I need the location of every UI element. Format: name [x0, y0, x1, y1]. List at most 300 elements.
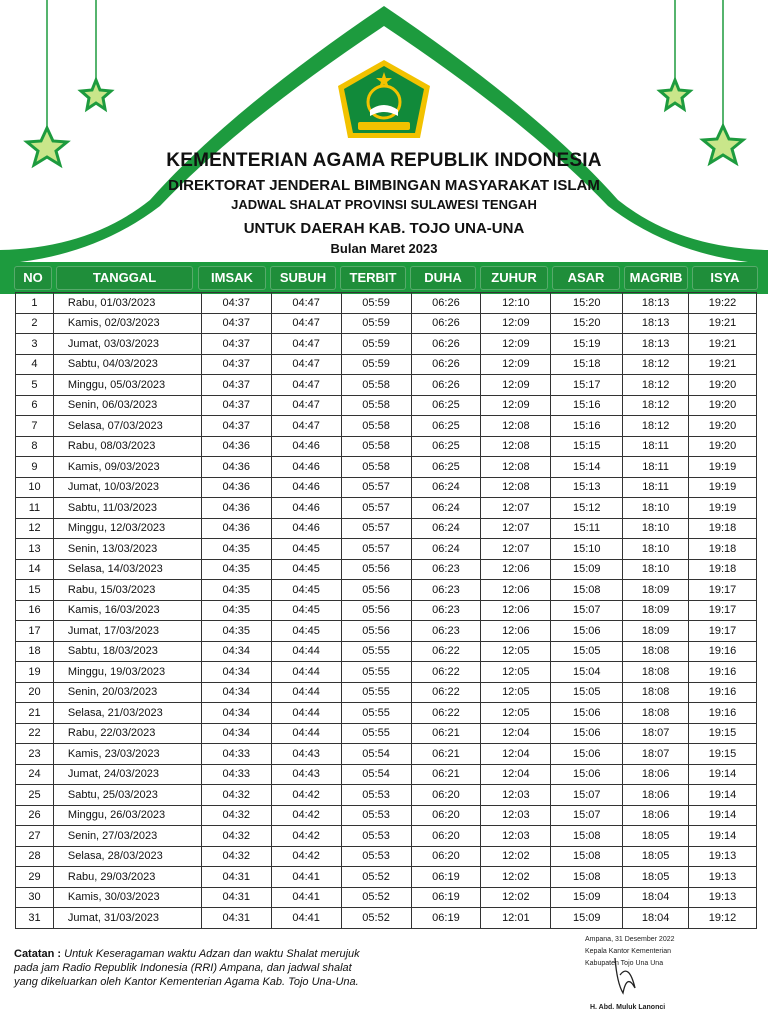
cell-zuhur: 12:07: [481, 518, 551, 539]
cell-isya: 19:20: [689, 416, 757, 437]
cell-imsak: 04:34: [201, 682, 271, 703]
cell-magrib: 18:07: [623, 744, 689, 765]
cell-isya: 19:16: [689, 703, 757, 724]
star-icon: [660, 80, 690, 109]
table-row: [16, 477, 757, 498]
cell-subuh: 04:47: [271, 416, 341, 437]
cell-tanggal: Sabtu, 25/03/2023: [53, 785, 201, 806]
signature-title-2: Kabupaten Tojo Una Una: [585, 960, 664, 967]
cell-terbit: 05:53: [341, 785, 411, 806]
cell-terbit: 05:57: [341, 477, 411, 498]
cell-subuh: 04:42: [271, 785, 341, 806]
cell-isya: 19:15: [689, 723, 757, 744]
cell-magrib: 18:08: [623, 682, 689, 703]
cell-no: 11: [16, 498, 54, 519]
cell-tanggal: Senin, 13/03/2023: [53, 539, 201, 560]
table-row: [16, 867, 757, 888]
cell-magrib: 18:13: [623, 313, 689, 334]
cell-subuh: 04:44: [271, 662, 341, 683]
cell-subuh: 04:43: [271, 764, 341, 785]
cell-zuhur: 12:10: [481, 293, 551, 314]
cell-isya: 19:19: [689, 477, 757, 498]
cell-zuhur: 12:04: [481, 744, 551, 765]
cell-imsak: 04:34: [201, 641, 271, 662]
cell-tanggal: Kamis, 30/03/2023: [53, 887, 201, 908]
cell-terbit: 05:59: [341, 354, 411, 375]
cell-tanggal: Selasa, 21/03/2023: [53, 703, 201, 724]
cell-isya: 19:21: [689, 313, 757, 334]
cell-zuhur: 12:02: [481, 867, 551, 888]
cell-terbit: 05:56: [341, 559, 411, 580]
cell-magrib: 18:10: [623, 518, 689, 539]
cell-imsak: 04:33: [201, 764, 271, 785]
cell-terbit: 05:56: [341, 621, 411, 642]
cell-terbit: 05:52: [341, 867, 411, 888]
cell-duha: 06:21: [411, 764, 481, 785]
column-header-subuh: SUBUH: [270, 266, 336, 290]
cell-no: 4: [16, 354, 54, 375]
column-header-imsak: IMSAK: [198, 266, 266, 290]
cell-no: 9: [16, 457, 54, 478]
table-row: [16, 416, 757, 437]
cell-subuh: 04:47: [271, 354, 341, 375]
cell-magrib: 18:12: [623, 354, 689, 375]
cell-imsak: 04:35: [201, 559, 271, 580]
cell-isya: 19:18: [689, 559, 757, 580]
cell-duha: 06:19: [411, 867, 481, 888]
cell-no: 15: [16, 580, 54, 601]
cell-zuhur: 12:06: [481, 600, 551, 621]
month-title: Bulan Maret 2023: [330, 241, 438, 256]
note: [14, 947, 374, 989]
table-row: [16, 498, 757, 519]
table-row: [16, 395, 757, 416]
cell-magrib: 18:06: [623, 785, 689, 806]
cell-tanggal: Sabtu, 18/03/2023: [53, 641, 201, 662]
region-title: UNTUK DAERAH KAB. TOJO UNA-UNA: [243, 220, 525, 237]
cell-isya: 19:16: [689, 682, 757, 703]
column-header-zuhur: ZUHUR: [480, 266, 548, 290]
cell-imsak: 04:32: [201, 826, 271, 847]
cell-tanggal: Jumat, 10/03/2023: [53, 477, 201, 498]
cell-magrib: 18:11: [623, 436, 689, 457]
cell-zuhur: 12:08: [481, 416, 551, 437]
cell-isya: 19:16: [689, 641, 757, 662]
cell-isya: 19:21: [689, 334, 757, 355]
cell-zuhur: 12:07: [481, 539, 551, 560]
cell-asar: 15:08: [551, 580, 623, 601]
cell-terbit: 05:53: [341, 805, 411, 826]
cell-tanggal: Senin, 27/03/2023: [53, 826, 201, 847]
cell-terbit: 05:54: [341, 744, 411, 765]
note-label: Catatan :: [14, 948, 62, 960]
cell-subuh: 04:43: [271, 744, 341, 765]
cell-no: 5: [16, 375, 54, 396]
cell-tanggal: Kamis, 23/03/2023: [53, 744, 201, 765]
cell-duha: 06:24: [411, 539, 481, 560]
table-row: [16, 293, 757, 314]
cell-asar: 15:11: [551, 518, 623, 539]
cell-duha: 06:20: [411, 846, 481, 867]
cell-imsak: 04:33: [201, 744, 271, 765]
cell-tanggal: Minggu, 26/03/2023: [53, 805, 201, 826]
cell-imsak: 04:37: [201, 395, 271, 416]
cell-isya: 19:19: [689, 498, 757, 519]
cell-tanggal: Sabtu, 11/03/2023: [53, 498, 201, 519]
cell-subuh: 04:47: [271, 313, 341, 334]
cell-no: 20: [16, 682, 54, 703]
cell-subuh: 04:45: [271, 600, 341, 621]
cell-imsak: 04:36: [201, 477, 271, 498]
cell-no: 25: [16, 785, 54, 806]
cell-duha: 06:23: [411, 580, 481, 601]
cell-zuhur: 12:04: [481, 764, 551, 785]
cell-zuhur: 12:06: [481, 621, 551, 642]
cell-isya: 19:13: [689, 846, 757, 867]
cell-asar: 15:20: [551, 313, 623, 334]
cell-magrib: 18:05: [623, 826, 689, 847]
cell-tanggal: Rabu, 01/03/2023: [53, 293, 201, 314]
table-row: [16, 641, 757, 662]
cell-zuhur: 12:07: [481, 498, 551, 519]
cell-asar: 15:06: [551, 744, 623, 765]
cell-terbit: 05:53: [341, 846, 411, 867]
signature-scribble-icon: [605, 953, 655, 998]
column-header-no: NO: [14, 266, 52, 290]
cell-imsak: 04:32: [201, 805, 271, 826]
cell-terbit: 05:55: [341, 662, 411, 683]
cell-magrib: 18:05: [623, 846, 689, 867]
cell-zuhur: 12:05: [481, 682, 551, 703]
document-header: [0, 150, 768, 256]
cell-subuh: 04:41: [271, 908, 341, 929]
cell-asar: 15:06: [551, 764, 623, 785]
cell-isya: 19:19: [689, 457, 757, 478]
cell-subuh: 04:45: [271, 539, 341, 560]
cell-tanggal: Minggu, 12/03/2023: [53, 518, 201, 539]
cell-no: 30: [16, 887, 54, 908]
cell-subuh: 04:42: [271, 826, 341, 847]
cell-imsak: 04:37: [201, 313, 271, 334]
cell-terbit: 05:59: [341, 313, 411, 334]
signature-place-date: Ampana, 31 Desember 2022: [585, 936, 675, 943]
cell-zuhur: 12:08: [481, 457, 551, 478]
cell-terbit: 05:57: [341, 539, 411, 560]
table-row: [16, 600, 757, 621]
cell-zuhur: 12:04: [481, 723, 551, 744]
star-icon: [81, 80, 111, 109]
cell-terbit: 05:58: [341, 395, 411, 416]
table-row: [16, 313, 757, 334]
cell-duha: 06:23: [411, 559, 481, 580]
cell-magrib: 18:12: [623, 395, 689, 416]
cell-subuh: 04:46: [271, 436, 341, 457]
cell-zuhur: 12:06: [481, 580, 551, 601]
cell-terbit: 05:55: [341, 703, 411, 724]
cell-duha: 06:26: [411, 354, 481, 375]
cell-subuh: 04:42: [271, 805, 341, 826]
cell-zuhur: 12:01: [481, 908, 551, 929]
cell-magrib: 18:05: [623, 867, 689, 888]
column-header-tanggal: TANGGAL: [56, 266, 193, 290]
cell-zuhur: 12:02: [481, 846, 551, 867]
cell-zuhur: 12:05: [481, 703, 551, 724]
cell-subuh: 04:46: [271, 518, 341, 539]
cell-isya: 19:18: [689, 539, 757, 560]
cell-duha: 06:22: [411, 682, 481, 703]
cell-tanggal: Minggu, 19/03/2023: [53, 662, 201, 683]
table-row: [16, 518, 757, 539]
table-row: [16, 682, 757, 703]
table-row: [16, 826, 757, 847]
cell-subuh: 04:47: [271, 334, 341, 355]
cell-zuhur: 12:09: [481, 395, 551, 416]
cell-imsak: 04:36: [201, 457, 271, 478]
cell-duha: 06:21: [411, 744, 481, 765]
cell-no: 22: [16, 723, 54, 744]
cell-isya: 19:17: [689, 580, 757, 601]
cell-imsak: 04:32: [201, 846, 271, 867]
cell-asar: 15:16: [551, 416, 623, 437]
cell-duha: 06:20: [411, 785, 481, 806]
cell-isya: 19:22: [689, 293, 757, 314]
cell-no: 21: [16, 703, 54, 724]
cell-no: 12: [16, 518, 54, 539]
cell-magrib: 18:13: [623, 293, 689, 314]
cell-terbit: 05:54: [341, 764, 411, 785]
column-header-terbit: TERBIT: [340, 266, 406, 290]
cell-tanggal: Rabu, 22/03/2023: [53, 723, 201, 744]
cell-isya: 19:21: [689, 354, 757, 375]
cell-terbit: 05:59: [341, 293, 411, 314]
cell-magrib: 18:10: [623, 498, 689, 519]
cell-duha: 06:21: [411, 723, 481, 744]
note-text: Untuk Keseragaman waktu Adzan dan waktu Shalat merujuk pada jam Radio Republik Indonesia (RRI) Ampana, dan jadwal shalat yang dikeluarkan oleh Kantor Kementerian Agama Kab. Tojo Una-Una.: [14, 948, 360, 988]
schedule-title: JADWAL SHALAT PROVINSI SULAWESI TENGAH: [231, 197, 537, 212]
cell-isya: 19:18: [689, 518, 757, 539]
prayer-schedule-table: [15, 292, 757, 929]
cell-tanggal: Minggu, 05/03/2023: [53, 375, 201, 396]
cell-no: 17: [16, 621, 54, 642]
cell-subuh: 04:47: [271, 293, 341, 314]
cell-subuh: 04:47: [271, 375, 341, 396]
table-row: [16, 908, 757, 929]
cell-subuh: 04:46: [271, 477, 341, 498]
table-row: [16, 621, 757, 642]
cell-imsak: 04:31: [201, 887, 271, 908]
cell-tanggal: Jumat, 17/03/2023: [53, 621, 201, 642]
cell-isya: 19:20: [689, 375, 757, 396]
cell-duha: 06:22: [411, 662, 481, 683]
column-header-asar: ASAR: [552, 266, 620, 290]
cell-no: 19: [16, 662, 54, 683]
cell-imsak: 04:37: [201, 416, 271, 437]
cell-imsak: 04:34: [201, 703, 271, 724]
cell-imsak: 04:35: [201, 600, 271, 621]
cell-imsak: 04:35: [201, 539, 271, 560]
table-row: [16, 723, 757, 744]
cell-isya: 19:16: [689, 662, 757, 683]
cell-subuh: 04:41: [271, 887, 341, 908]
cell-duha: 06:26: [411, 293, 481, 314]
cell-isya: 19:15: [689, 744, 757, 765]
cell-zuhur: 12:05: [481, 641, 551, 662]
cell-tanggal: Rabu, 29/03/2023: [53, 867, 201, 888]
cell-zuhur: 12:02: [481, 887, 551, 908]
cell-subuh: 04:44: [271, 682, 341, 703]
table-row: [16, 559, 757, 580]
column-header-isya: ISYA: [692, 266, 758, 290]
cell-isya: 19:20: [689, 395, 757, 416]
cell-zuhur: 12:05: [481, 662, 551, 683]
cell-asar: 15:14: [551, 457, 623, 478]
cell-asar: 15:16: [551, 395, 623, 416]
cell-terbit: 05:58: [341, 416, 411, 437]
cell-imsak: 04:35: [201, 621, 271, 642]
cell-subuh: 04:41: [271, 867, 341, 888]
cell-no: 24: [16, 764, 54, 785]
cell-duha: 06:23: [411, 600, 481, 621]
cell-no: 2: [16, 313, 54, 334]
cell-isya: 19:14: [689, 764, 757, 785]
cell-terbit: 05:52: [341, 908, 411, 929]
cell-tanggal: Selasa, 07/03/2023: [53, 416, 201, 437]
cell-imsak: 04:37: [201, 334, 271, 355]
cell-no: 28: [16, 846, 54, 867]
cell-no: 3: [16, 334, 54, 355]
cell-magrib: 18:09: [623, 621, 689, 642]
cell-terbit: 05:55: [341, 723, 411, 744]
column-header-magrib: MAGRIB: [624, 266, 688, 290]
cell-isya: 19:17: [689, 600, 757, 621]
cell-zuhur: 12:03: [481, 826, 551, 847]
cell-asar: 15:13: [551, 477, 623, 498]
cell-tanggal: Senin, 20/03/2023: [53, 682, 201, 703]
cell-asar: 15:09: [551, 908, 623, 929]
cell-no: 31: [16, 908, 54, 929]
signature-title-1: Kepala Kantor Kementerian: [585, 948, 671, 955]
cell-tanggal: Jumat, 24/03/2023: [53, 764, 201, 785]
directorate-title: DIREKTORAT JENDERAL BIMBINGAN MASYARAKAT ISLAM: [168, 177, 600, 194]
cell-magrib: 18:04: [623, 887, 689, 908]
table-row: [16, 764, 757, 785]
table-row: [16, 580, 757, 601]
table-row: [16, 887, 757, 908]
cell-imsak: 04:35: [201, 580, 271, 601]
cell-asar: 15:08: [551, 846, 623, 867]
cell-asar: 15:08: [551, 826, 623, 847]
cell-asar: 15:05: [551, 641, 623, 662]
signature-name: H. Abd. Muluk Lanonci: [590, 1004, 666, 1011]
cell-tanggal: Selasa, 14/03/2023: [53, 559, 201, 580]
cell-duha: 06:19: [411, 908, 481, 929]
cell-asar: 15:15: [551, 436, 623, 457]
signature-block: [585, 935, 755, 1011]
cell-isya: 19:12: [689, 908, 757, 929]
table-row: [16, 539, 757, 560]
cell-zuhur: 12:06: [481, 559, 551, 580]
cell-terbit: 05:58: [341, 436, 411, 457]
cell-subuh: 04:45: [271, 580, 341, 601]
cell-tanggal: Kamis, 16/03/2023: [53, 600, 201, 621]
cell-no: 26: [16, 805, 54, 826]
cell-asar: 15:08: [551, 867, 623, 888]
cell-duha: 06:26: [411, 375, 481, 396]
cell-imsak: 04:37: [201, 375, 271, 396]
table-row: [16, 375, 757, 396]
cell-terbit: 05:56: [341, 580, 411, 601]
cell-terbit: 05:52: [341, 887, 411, 908]
cell-terbit: 05:55: [341, 641, 411, 662]
cell-no: 1: [16, 293, 54, 314]
cell-terbit: 05:58: [341, 375, 411, 396]
cell-no: 8: [16, 436, 54, 457]
cell-subuh: 04:42: [271, 846, 341, 867]
cell-duha: 06:25: [411, 457, 481, 478]
cell-imsak: 04:37: [201, 354, 271, 375]
cell-imsak: 04:37: [201, 293, 271, 314]
cell-imsak: 04:36: [201, 436, 271, 457]
cell-asar: 15:09: [551, 887, 623, 908]
cell-no: 18: [16, 641, 54, 662]
cell-zuhur: 12:08: [481, 436, 551, 457]
cell-magrib: 18:11: [623, 457, 689, 478]
table-row: [16, 846, 757, 867]
cell-asar: 15:07: [551, 785, 623, 806]
cell-asar: 15:12: [551, 498, 623, 519]
cell-duha: 06:20: [411, 826, 481, 847]
cell-zuhur: 12:08: [481, 477, 551, 498]
table-row: [16, 744, 757, 765]
cell-isya: 19:13: [689, 887, 757, 908]
cell-duha: 06:24: [411, 518, 481, 539]
cell-duha: 06:26: [411, 313, 481, 334]
table-row: [16, 703, 757, 724]
cell-magrib: 18:11: [623, 477, 689, 498]
cell-zuhur: 12:09: [481, 313, 551, 334]
cell-isya: 19:17: [689, 621, 757, 642]
cell-magrib: 18:08: [623, 662, 689, 683]
cell-asar: 15:07: [551, 805, 623, 826]
cell-terbit: 05:59: [341, 334, 411, 355]
cell-no: 13: [16, 539, 54, 560]
cell-subuh: 04:47: [271, 395, 341, 416]
cell-tanggal: Kamis, 09/03/2023: [53, 457, 201, 478]
cell-terbit: 05:57: [341, 498, 411, 519]
cell-no: 7: [16, 416, 54, 437]
cell-tanggal: Rabu, 15/03/2023: [53, 580, 201, 601]
cell-asar: 15:06: [551, 723, 623, 744]
table-row: [16, 334, 757, 355]
cell-asar: 15:07: [551, 600, 623, 621]
cell-asar: 15:06: [551, 621, 623, 642]
cell-subuh: 04:45: [271, 559, 341, 580]
cell-tanggal: Jumat, 03/03/2023: [53, 334, 201, 355]
cell-zuhur: 12:03: [481, 805, 551, 826]
cell-asar: 15:05: [551, 682, 623, 703]
cell-no: 14: [16, 559, 54, 580]
cell-zuhur: 12:09: [481, 354, 551, 375]
cell-asar: 15:17: [551, 375, 623, 396]
cell-tanggal: Jumat, 31/03/2023: [53, 908, 201, 929]
table-row: [16, 457, 757, 478]
cell-isya: 19:14: [689, 785, 757, 806]
cell-magrib: 18:10: [623, 539, 689, 560]
cell-terbit: 05:56: [341, 600, 411, 621]
cell-duha: 06:24: [411, 498, 481, 519]
cell-isya: 19:20: [689, 436, 757, 457]
cell-asar: 15:09: [551, 559, 623, 580]
